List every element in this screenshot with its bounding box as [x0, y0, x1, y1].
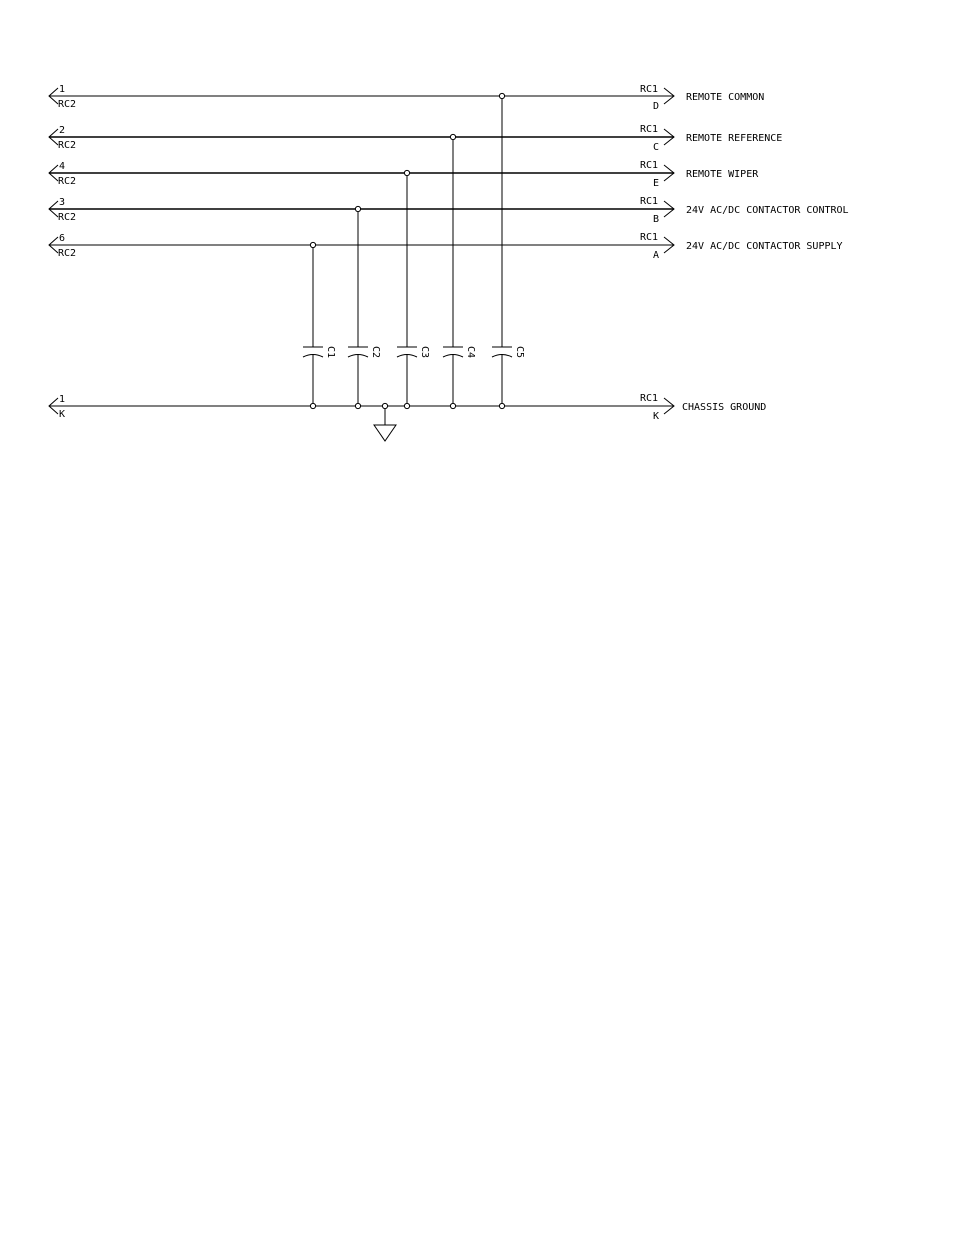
left-connector-ref: RC2	[58, 176, 77, 187]
right-connector-ref: RC1	[640, 393, 659, 404]
ground-triangle	[374, 425, 396, 441]
right-pin-letter: B	[653, 214, 660, 225]
net-remote-common	[49, 84, 764, 112]
left-connector-ref: RC2	[58, 140, 77, 151]
left-pin-number: 6	[59, 233, 66, 244]
right-connector-ref: RC1	[640, 196, 659, 207]
right-connector-ref: RC1	[640, 232, 659, 243]
capacitor-label: C3	[419, 346, 430, 359]
right-pin-letter: E	[653, 178, 660, 189]
junction-dot	[404, 170, 409, 175]
left-connector-ref: RC2	[58, 99, 77, 110]
junction-dot	[355, 403, 360, 408]
capacitor-c4	[443, 137, 476, 406]
junction-dot	[450, 134, 455, 139]
junction-dot	[404, 403, 409, 408]
left-pin-number: 2	[59, 125, 66, 136]
left-pin-number: 3	[59, 197, 66, 208]
signal-label: 24V AC/DC CONTACTOR CONTROL	[686, 205, 849, 216]
left-connector-ref: RC2	[58, 248, 77, 259]
net-remote-wiper	[49, 160, 759, 189]
right-connector-ref: RC1	[640, 160, 659, 171]
junction-dot	[355, 206, 360, 211]
capacitor-label: C1	[325, 346, 336, 359]
right-pin-letter: A	[653, 250, 660, 261]
junction-dot	[499, 93, 504, 98]
signal-label: REMOTE REFERENCE	[686, 133, 783, 144]
left-pin-number: 1	[59, 394, 66, 405]
right-connector-ref: RC1	[640, 124, 659, 135]
net-remote-reference	[49, 124, 782, 153]
capacitor-c5	[492, 96, 525, 406]
left-pin-letter: K	[59, 409, 66, 420]
capacitor-c3	[397, 173, 430, 406]
junction-dot	[499, 403, 504, 408]
right-pin-letter: K	[653, 411, 660, 422]
right-pin-letter: D	[653, 101, 660, 112]
left-pin-number: 4	[59, 161, 66, 172]
capacitor-label: C4	[465, 346, 476, 359]
junction-dot	[310, 403, 315, 408]
capacitor-c1	[303, 245, 336, 406]
net-contactor-supply	[49, 232, 843, 261]
junction-dot	[382, 403, 387, 408]
signal-label: REMOTE WIPER	[686, 169, 759, 180]
net-contactor-control	[49, 196, 849, 225]
capacitor-label: C2	[370, 346, 381, 359]
capacitor-c2	[348, 209, 381, 406]
junction-dot	[310, 242, 315, 247]
earth-ground-icon	[374, 406, 396, 441]
right-pin-letter: C	[653, 142, 660, 153]
right-connector-ref: RC1	[640, 84, 659, 95]
left-connector-ref: RC2	[58, 212, 77, 223]
left-pin-number: 1	[59, 84, 66, 95]
signal-label: CHASSIS GROUND	[682, 402, 767, 413]
signal-label: 24V AC/DC CONTACTOR SUPPLY	[686, 241, 843, 252]
junction-dot	[450, 403, 455, 408]
signal-label: REMOTE COMMON	[686, 92, 765, 103]
capacitor-label: C5	[514, 346, 525, 359]
